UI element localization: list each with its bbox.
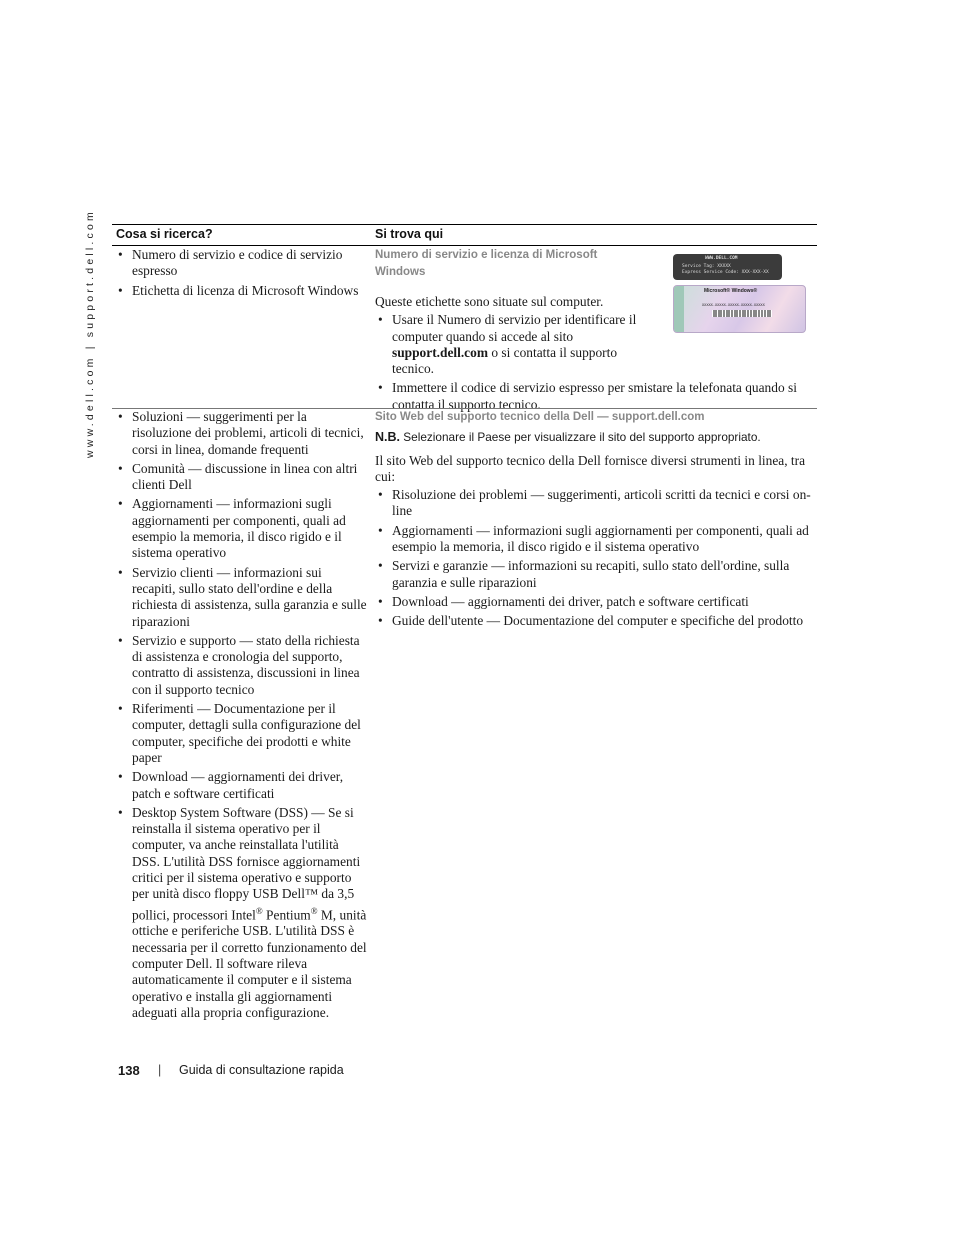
list-item: • Aggiornamenti — informazioni sugli aggiornamenti per componenti, quali ad esempio la memoria, il disco rigido e il sistema operativo [375, 523, 815, 556]
list-item: • Desktop System Software (DSS) — Se si reinstalla il sistema operativo per il computer, va anche reinstallata l'utilità DSS. L'utilità DSS fornisce aggiornamenti critici per il sistema operativo e supporto per unità disco floppy USB Dell™ da 3,5 pollici, processori Intel® Pentium® M, unità ottiche e periferiche USB. L'utilità DSS è necessaria per il corretto funzionamento del computer Dell. Il software rileva automaticamente il computer e il sistema operativo e installa gli aggiornamenti adeguati alla propria configurazione. [115, 805, 367, 1021]
table-top-rule [112, 224, 817, 225]
list-item: • Aggiornamenti — informazioni sugli aggiornamenti per componenti, quali ad esempio la memoria, il disco rigido e il sistema operativo [115, 496, 367, 561]
service-tag-label-image: WWW.DELL.COM Service Tag: XXXXX Express Service Code: XXX-XXX-XX [673, 254, 782, 280]
labels-intro: Queste etichette sono situate sul computer. [375, 294, 604, 309]
support-link[interactable]: support.dell.com [392, 344, 488, 360]
support-site-intro: Il sito Web del supporto tecnico della Dell fornisce diversi strumenti in linea, tra cui: [375, 452, 806, 484]
note-label: N.B. [375, 429, 400, 444]
column-header-what: Cosa si ricerca? [116, 227, 213, 241]
support-site-link[interactable]: support.dell.com [611, 411, 705, 423]
list-item: • Numero di servizio e codice di servizio espresso [115, 247, 367, 280]
list-item: • Guide dell'utente — Documentazione del computer e specifiche del prodotto [375, 613, 815, 629]
service-tag-heading: Numero di servizio e licenza di Microsoft Windows [375, 249, 598, 278]
list-item: • Comunità — discussione in linea con altri clienti Dell [115, 461, 367, 494]
list-item: • Immettere il codice di servizio espresso per smistare la telefonata quando si contatta il supporto tecnico. [375, 380, 815, 413]
list-item: • Servizio e supporto — stato della richiesta di assistenza e cronologia del supporto, contratto di assistenza, discussioni in linea con il supporto tecnico [115, 633, 367, 698]
sidebar-url: www.dell.com | support.dell.com [84, 209, 96, 458]
note-text: Selezionare il Paese per visualizzare il sito del supporto appropriato. [403, 429, 761, 444]
list-item: • Download — aggiornamenti dei driver, patch e software certificati [115, 769, 367, 802]
list-item: • Soluzioni — suggerimenti per la risoluzione dei problemi, articoli di tecnici, corsi in linea, domande frequenti [115, 409, 367, 458]
column-header-where: Si trova qui [375, 227, 444, 241]
table-header-rule [112, 245, 817, 246]
row2-right-cell [375, 409, 815, 632]
list-item: • Riferimenti — Documentazione per il computer, dettagli sulla configurazione del computer, specifiche dei prodotti e white paper [115, 701, 367, 766]
note [375, 429, 815, 445]
list-item: • Etichetta di licenza di Microsoft Windows [115, 283, 367, 299]
list-item: • Servizio clienti — informazioni sui recapiti, sullo stato dell'ordine e della richiesta di assistenza, sulla garanzia e sulle riparazioni [115, 565, 367, 630]
list-item: • Risoluzione dei problemi — suggerimenti, articoli scritti da tecnici e corsi on-line [375, 487, 815, 520]
page-footer [118, 1063, 344, 1078]
list-item: • Usare il Numero di servizio per identificare il computer quando si accede al sito support.dell.com o si contatta il supporto tecnico. [375, 312, 647, 377]
row2-left-cell [115, 409, 367, 1024]
page-number: 138 [118, 1063, 140, 1078]
footer-separator: | [158, 1063, 162, 1077]
footer-title: Guida di consultazione rapida [179, 1063, 344, 1077]
row1-left-cell [115, 247, 367, 302]
windows-license-label-image: Microsoft® Windows® XXXXX-XXXXX-XXXXX-XXXXX-XXXXX [673, 285, 806, 333]
list-item: • Download — aggiornamenti dei driver, patch e software certificati [375, 594, 815, 610]
support-site-heading: Sito Web del supporto tecnico della Dell — support.dell.com [375, 411, 705, 423]
list-item: • Servizi e garanzie — informazioni su recapiti, sullo stato dell'ordine, sulla garanzia e sulle riparazioni [375, 558, 815, 591]
